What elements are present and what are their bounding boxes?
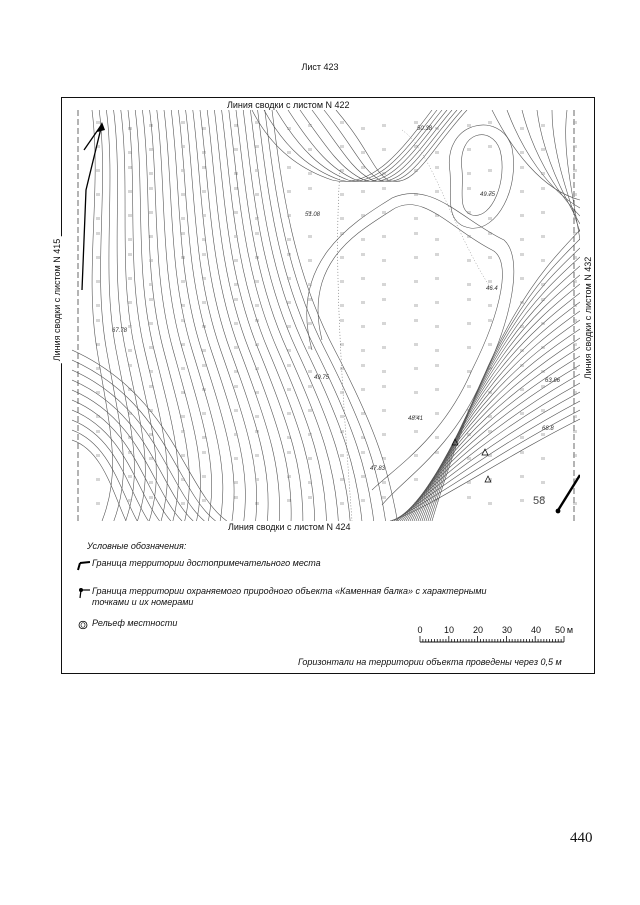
contour-interval-note: Горизонтали на территории объекта проведены через 0,5 м (298, 657, 562, 667)
edge-label-top: Линия сводки с листом N 422 (227, 100, 350, 110)
elevation-label: 49.75 (314, 375, 330, 381)
elevation-label: 68.8 (542, 426, 554, 432)
boundary-point-number: 58 (533, 495, 546, 507)
edge-label-bottom: Линия сводки с листом N 424 (228, 522, 351, 532)
elevation-label: 51.08 (305, 212, 321, 218)
boundary-point (556, 509, 561, 514)
edge-label-right: Линия сводки с листом N 432 (583, 256, 593, 380)
elevation-label: 48.41 (408, 416, 424, 422)
scale-label: 0 (417, 625, 423, 635)
relief-symbol (76, 619, 90, 631)
scale-unit: м (566, 625, 574, 635)
page-number: 440 (570, 830, 593, 846)
elevation-label: 47.83 (370, 466, 386, 472)
legend-item-label: Рельеф местности (92, 618, 178, 628)
scale-label: 10 (443, 625, 455, 635)
scale-label: 30 (501, 625, 513, 635)
elevation-label: 46.4 (486, 286, 498, 292)
elevation-label: 67.78 (112, 328, 128, 334)
elevation-label: 49.75 (480, 192, 496, 198)
legend-item-label: Граница территории достопримечательного места (92, 558, 321, 568)
scale-label: 40 (530, 625, 542, 635)
topographic-map (72, 110, 580, 521)
scale-bar (414, 624, 574, 648)
sight-boundary-symbol (76, 559, 90, 571)
edge-label-left: Линия сводки с листом N 415 (52, 238, 62, 362)
sheet-title: Лист 423 (301, 62, 339, 72)
legend-title: Условные обозначения: (87, 541, 187, 551)
elevation-label: 50.38 (417, 126, 433, 132)
scale-label: 50 (554, 625, 566, 635)
legend-item-label: Граница территории охраняемого природного объекта «Каменная балка» с характерными точками и их номерами (92, 586, 487, 607)
protected-area-boundary-symbol (76, 587, 90, 599)
scale-label: 20 (472, 625, 484, 635)
elevation-label: 63.86 (545, 378, 561, 384)
